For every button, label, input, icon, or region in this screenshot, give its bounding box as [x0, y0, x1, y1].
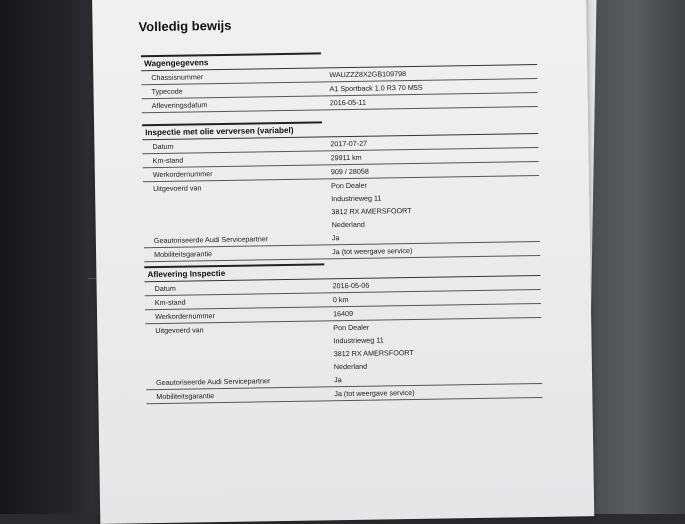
row-value: 0 km	[332, 295, 349, 305]
document-page	[92, 0, 594, 524]
row-value: 16409	[332, 308, 354, 319]
row-label: Chassisnummer	[151, 72, 204, 83]
dealer-country: Nederland	[333, 361, 368, 372]
row-label: Afleveringsdatum	[151, 100, 208, 111]
section-wagengegevens	[141, 49, 538, 113]
row-label: Geautoriseerde Audi Servicepartner	[153, 234, 269, 246]
dealer-country: Nederland	[331, 219, 365, 230]
dealer-name: Pon Dealer	[330, 180, 368, 191]
row-label: Geautoriseerde Audi Servicepartner	[156, 376, 271, 388]
dealer-city: 3812 RX AMERSFOORT	[333, 347, 414, 359]
row-label: Typecode	[151, 86, 183, 97]
dealer-street: Industrieweg 11	[333, 335, 384, 346]
row-label: Werkordernummer	[155, 311, 215, 322]
row-value: Ja	[331, 233, 340, 243]
row-value: 909 / 28058	[330, 166, 369, 177]
section-title: Wagengegevens	[141, 51, 537, 71]
document-title: Volledig bewijs	[138, 17, 232, 35]
section-title: Aflevering Inspectie	[144, 262, 540, 282]
row-label: Datum	[154, 283, 176, 294]
row-label: Km-stand	[154, 297, 186, 308]
row-value: 2017-07-27	[330, 138, 368, 149]
row-value: 2016-05-11	[329, 97, 367, 108]
dealer-city: 3812 RX AMERSFOORT	[331, 206, 412, 217]
row-value: A1 Sportback 1.0 R3 70 M5S	[329, 82, 423, 94]
section-aflevering-inspectie	[144, 260, 542, 404]
row-value: Ja (tot weergave service)	[334, 387, 415, 399]
row-value: Ja	[334, 375, 342, 385]
row-label: Uitgevoerd van	[152, 183, 202, 194]
row-label: Km-stand	[152, 155, 184, 166]
dealer-name: Pon Dealer	[333, 322, 370, 333]
row-label: Mobiliteitsgarantie	[154, 249, 213, 260]
row-label: Datum	[152, 141, 174, 152]
row-value: 2016-05-06	[332, 280, 370, 291]
background-right	[585, 0, 685, 514]
row-label: Werkordernummer	[152, 169, 213, 180]
section-inspectie-olie	[142, 118, 540, 262]
row-value: Ja (tot weergave service)	[332, 246, 413, 257]
row-value: 29911 km	[330, 152, 362, 163]
dealer-street: Industrieweg 11	[331, 193, 382, 204]
row-label: Mobiliteitsgarantie	[156, 391, 215, 402]
row-value: WAUZZZ8X2GB109798	[329, 69, 407, 80]
section-title: Inspectie met olie verversen (variabel)	[142, 120, 538, 140]
row-label: Uitgevoerd van	[155, 325, 204, 336]
